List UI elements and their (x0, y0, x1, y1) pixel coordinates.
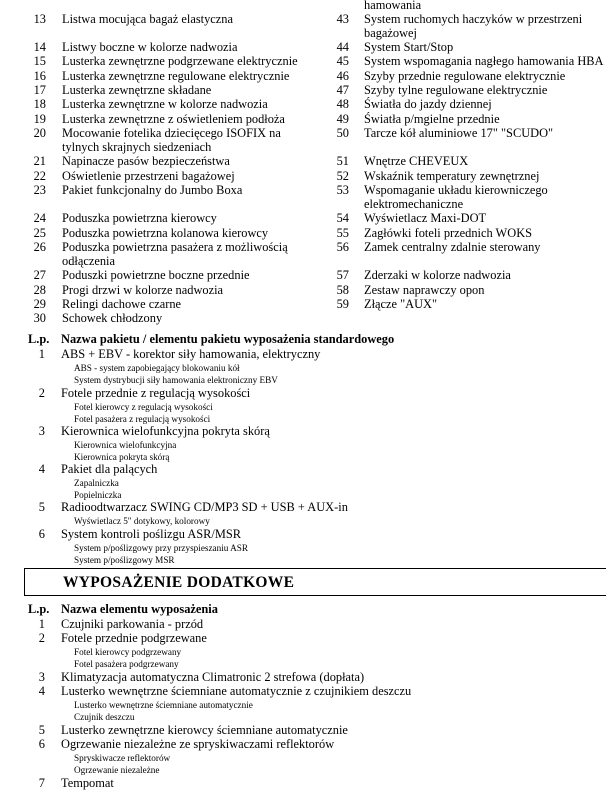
left-list-item-number: 13 (33, 12, 46, 26)
extra-item-sub-item: Czujnik deszczu (74, 711, 135, 722)
package-sub-item: System p/poślizgowy przy przyspieszaniu ASR (74, 543, 249, 553)
right-list-item-text: Światła p/mgielne przednie (364, 112, 500, 126)
extra-item-number: 2 (38, 631, 45, 645)
package-number: 1 (38, 347, 45, 361)
extra-item-sub-item: Lusterko wewnętrzne ściemniane automatycznie (74, 700, 253, 710)
right-list-item-text: Zagłówki foteli przednich WOKS (364, 226, 533, 240)
left-list-item-number: 27 (33, 268, 46, 282)
right-list-item-text: System Start/Stop (364, 40, 454, 54)
right-list-item-text: Wspomaganie układu kierowniczego (364, 183, 548, 197)
right-list-item-text: Zamek centralny zdalnie sterowany (364, 240, 541, 254)
package-sub-item: Fotel kierowcy z regulacją wysokości (74, 402, 213, 412)
left-list-item-text: Poduszka powietrzna kolanowa kierowcy (62, 226, 269, 240)
left-list-item-text: Schowek chłodzony (62, 311, 163, 325)
extra-item-number: 1 (38, 617, 45, 631)
right-list-item-number: 59 (336, 297, 349, 311)
right-list-item-text: elektromechaniczne (364, 197, 464, 211)
left-list-item-text: Mocowanie fotelika dziecięcego ISOFIX na (62, 126, 281, 140)
extra-equipment-section-header (24, 568, 606, 596)
right-list-item-text: Złącze "AUX" (364, 297, 438, 311)
package-sub-item: Popielniczka (74, 489, 122, 500)
extra-equipment-title: WYPOSAŻENIE DODATKOWE (63, 574, 295, 591)
left-list-item-number: 21 (33, 154, 46, 168)
extra-item-sub-item: Fotel kierowcy podgrzewany (74, 647, 182, 657)
extra-item-number: 6 (38, 737, 45, 751)
package-sub-item: System dystrybucji siły hamowania elektroniczny EBV (74, 374, 278, 385)
left-list-item-text: Oświetlenie przestrzeni bagażowej (62, 169, 235, 183)
right-list-item-number: 58 (336, 283, 349, 297)
right-list-item-text: System wspomagania nagłego hamowania HBA (364, 54, 604, 68)
left-list-item-number: 15 (33, 54, 46, 68)
right-list-item-text: System ruchomych haczyków w przestrzeni (364, 12, 583, 26)
left-list-item-text: Relingi dachowe czarne (62, 297, 182, 311)
extra-item-sub-item: Spryskiwacze reflektorów (74, 753, 171, 763)
right-list-item-text: Światła do jazdy dziennej (364, 97, 492, 111)
package-sub-item: Kierownica wielofunkcyjna (74, 440, 177, 450)
right-list-item-number: 57 (336, 268, 349, 282)
right-list-item-number: 56 (336, 240, 349, 254)
extra-item-sub-item: Ogrzewanie niezależne (74, 764, 160, 775)
right-list-item-number: 55 (336, 226, 349, 240)
package-sub-item: Kierownica pokryta skórą (74, 451, 170, 462)
left-list-item-text: Poduszka powietrzna kierowcy (62, 211, 217, 225)
left-list-item-number: 19 (33, 112, 46, 126)
right-list-item-text: Zestaw naprawczy opon (364, 283, 485, 297)
package-sub-item: Zapalniczka (74, 478, 119, 488)
package-number: 6 (38, 527, 45, 541)
left-list-item-text: Poduszki powietrzne boczne przednie (62, 268, 250, 282)
left-list-item-text: Napinacze pasów bezpieczeństwa (62, 154, 230, 168)
left-list-item-text: Lusterka zewnętrzne regulowane elektrycznie (62, 69, 290, 83)
package-name: Pakiet dla palących (61, 462, 158, 476)
package-name: System kontroli poślizgu ASR/MSR (61, 527, 242, 541)
left-list-item-text: Lusterka zewnętrzne składane (62, 83, 212, 97)
package-name: ABS + EBV - korektor siły hamowania, elektryczny (61, 347, 321, 361)
extra-item-name: Lusterko wewnętrzne ściemniane automatycznie z czujnikiem deszczu (61, 684, 412, 698)
right-list-item-number: 48 (336, 97, 349, 111)
package-name: Radioodtwarzacz SWING CD/MP3 SD + USB + AUX-in (61, 500, 348, 514)
right-list-item-text: Tarcze kół aluminiowe 17" "SCUDO" (364, 126, 554, 140)
left-list-item-text: Poduszka powietrzna pasażera z możliwością (62, 240, 288, 254)
left-list-item-number: 24 (33, 211, 46, 225)
left-list-item-number: 14 (33, 40, 46, 54)
extra-header-name: Nazwa elementu wyposażenia (61, 602, 218, 616)
package-sub-item: ABS - system zapobiegający blokowaniu kół (74, 363, 240, 373)
left-list-item-text: Listwy boczne w kolorze nadwozia (62, 40, 238, 54)
extra-item-sub-item: Fotel pasażera podgrzewany (74, 658, 179, 669)
left-list-item-text: Progi drzwi w kolorze nadwozia (62, 283, 224, 297)
extra-item-name: Fotele przednie podgrzewane (61, 631, 207, 645)
right-list-item-number: 50 (336, 126, 349, 140)
left-list-item-text: Lusterka zewnętrzne z oświetleniem podłoża (62, 112, 285, 126)
right-list-item-text: Wyświetlacz Maxi-DOT (364, 211, 487, 225)
right-list-item-text: Szyby tylne regulowane elektrycznie (364, 83, 548, 97)
right-list-item-number: 51 (336, 154, 349, 168)
extra-header-lp: L.p. (28, 602, 50, 616)
extra-item-number: 3 (38, 670, 45, 684)
left-list-item-number: 22 (33, 169, 46, 183)
left-list-item-number: 25 (33, 226, 46, 240)
extra-item-name: Klimatyzacja automatyczna Climatronic 2 strefowa (dopłata) (61, 670, 365, 684)
right-list-item-number: 47 (336, 83, 349, 97)
left-list-item-text: Lusterka zewnętrzne podgrzewane elektrycznie (62, 54, 298, 68)
left-list-item-text: odłączenia (62, 254, 115, 268)
right-list-item-number: 44 (336, 40, 349, 54)
left-list-item-number: 28 (33, 283, 46, 297)
extra-item-number: 4 (38, 684, 45, 698)
package-number: 2 (38, 386, 45, 400)
extra-item-name: Lusterko zewnętrzne kierowcy ściemniane automatycznie (61, 723, 348, 737)
package-name: Kierownica wielofunkcyjna pokryta skórą (61, 424, 270, 438)
right-list-item-text: Wskaźnik temperatury zewnętrznej (364, 169, 540, 183)
left-list-item-text: Listwa mocująca bagaż elastyczna (62, 12, 233, 26)
right-list-item-number: 49 (336, 112, 349, 126)
left-list-item-number: 26 (33, 240, 46, 254)
extra-item-number: 5 (38, 723, 45, 737)
left-list-item-number: 23 (33, 183, 46, 197)
left-list-item-text: Pakiet funkcjonalny do Jumbo Boxa (62, 183, 243, 197)
package-sub-item: Fotel pasażera z regulacją wysokości (74, 413, 211, 424)
package-sub-item: Wyświetlacz 5" dotykowy, kolorowy (74, 516, 210, 526)
left-list-item-number: 20 (33, 126, 46, 140)
right-list-item-number: 46 (336, 69, 349, 83)
right-list-item-text: bagażowej (364, 26, 417, 40)
left-list-item-number: 30 (33, 311, 46, 325)
right-list-item-text: hamowania (364, 0, 422, 12)
package-name: Fotele przednie z regulacją wysokości (61, 386, 251, 400)
package-number: 3 (38, 424, 45, 438)
right-list-item-number: 54 (336, 211, 349, 225)
left-list-item-number: 17 (33, 83, 46, 97)
right-list-item-text: Wnętrze CHEVEUX (364, 154, 469, 168)
extra-item-name: Tempomat (61, 776, 114, 790)
extra-item-name: Czujniki parkowania - przód (61, 617, 204, 631)
right-list-item-text: Szyby przednie regulowane elektrycznie (364, 69, 566, 83)
packages-header-lp: L.p. (28, 332, 50, 346)
packages-header-name: Nazwa pakietu / elementu pakietu wyposażenia standardowego (61, 332, 395, 346)
extra-item-name: Ogrzewanie niezależne ze spryskiwaczami reflektorów (61, 737, 335, 751)
package-sub-item: System p/poślizgowy MSR (74, 554, 175, 565)
left-list-item-text: Lusterka zewnętrzne w kolorze nadwozia (62, 97, 268, 111)
left-list-item-number: 18 (33, 97, 46, 111)
package-number: 5 (38, 500, 45, 514)
extra-item-number: 7 (38, 776, 45, 790)
right-list-item-number: 45 (336, 54, 349, 68)
right-list-item-number: 53 (336, 183, 349, 197)
package-number: 4 (38, 462, 45, 476)
right-list-item-number: 52 (336, 169, 349, 183)
left-list-item-number: 16 (33, 69, 46, 83)
left-list-item-text: tylnych skrajnych siedzeniach (62, 140, 212, 154)
right-list-item-text: Zderzaki w kolorze nadwozia (364, 268, 511, 282)
left-list-item-number: 29 (33, 297, 46, 311)
right-list-item-number: 43 (336, 12, 349, 26)
